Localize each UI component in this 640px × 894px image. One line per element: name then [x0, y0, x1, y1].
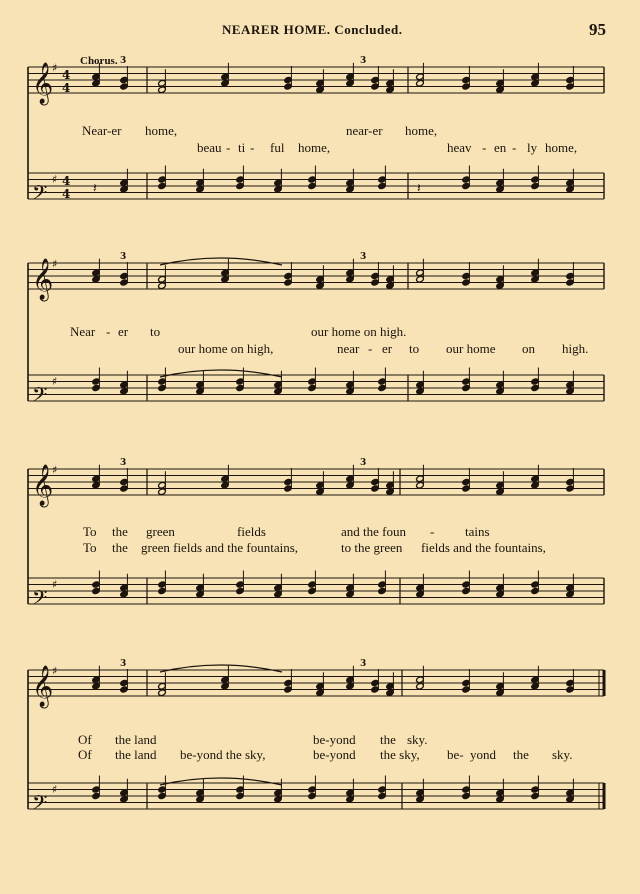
triplet-mark: 3 [360, 56, 367, 66]
lyric-s3-l2-w3: to the green [341, 540, 403, 555]
lyric-s4-l2-w1: the land [115, 747, 157, 762]
lyric-s1-l1-w0: Near-er [82, 123, 122, 138]
lyric-s2-l1-w0: Near [70, 324, 96, 339]
treble-clef: 𝄞 [32, 258, 54, 300]
slur [160, 370, 282, 377]
lyric-s3-l2-w0: To [83, 540, 97, 555]
bass-clef: 𝄢 [32, 180, 48, 209]
rest: 𝄽 [417, 181, 421, 197]
lyric-s2-l1-w1: - [106, 324, 111, 339]
key-signature-sharp: ♯ [52, 664, 58, 678]
lyric-s1-l2-w2: ti [238, 140, 246, 155]
lyric-s1-l2-w10: ly [527, 140, 538, 155]
slur [160, 778, 282, 785]
lyric-s2-l2-w6: on [522, 341, 535, 356]
key-signature-sharp: ♯ [52, 463, 58, 477]
lyric-s1-l2-w3: - [250, 140, 255, 155]
triplet-mark: 3 [120, 659, 127, 669]
time-signature-top: 4 [62, 174, 71, 188]
lyric-s2-l2-w1: near [337, 341, 360, 356]
lyric-s1-l2-w1: - [226, 140, 231, 155]
key-signature-sharp: ♯ [52, 374, 58, 388]
lyric-s2-l2-w3: er [382, 341, 393, 356]
lyric-s3-l2-w4: fields and the fountains, [421, 540, 546, 555]
lyric-s4-l2-w2: be-yond the sky, [180, 747, 266, 762]
rest: 𝄽 [93, 181, 97, 197]
key-signature-sharp: ♯ [52, 257, 58, 271]
lyric-s2-l2-w0: our home on high, [178, 341, 274, 356]
lyric-s2-l1-w4: our home on high. [311, 324, 407, 339]
lyric-s1-l1-w2: near-er [346, 123, 383, 138]
lyric-s1-l2-w8: en [494, 140, 507, 155]
bass-clef: 𝄢 [32, 790, 48, 819]
triplet-mark: 3 [120, 56, 127, 66]
lyric-s3-l2-w2: green fields and the fountains, [141, 540, 299, 555]
lyric-s1-l2-w11: home, [545, 140, 578, 155]
key-signature-sharp: ♯ [52, 61, 58, 75]
time-signature-bottom: 4 [62, 81, 71, 95]
lyric-s3-l1-w0: To [83, 524, 97, 539]
bass-clef: 𝄢 [32, 382, 48, 411]
lyric-s4-l1-w1: the land [115, 732, 157, 747]
lyric-s1-l2-w6: heav [447, 140, 472, 155]
lyric-s4-l2-w8: sky. [552, 747, 573, 762]
key-signature-sharp: ♯ [52, 172, 58, 186]
lyric-s4-l2-w6: yond [470, 747, 496, 762]
triplet-mark: 3 [360, 659, 367, 669]
triplet-mark: 3 [120, 458, 127, 468]
lyric-s3-l1-w4: and the foun [341, 524, 406, 539]
treble-clef: 𝄞 [32, 464, 54, 506]
lyric-s3-l1-w5: - [430, 524, 435, 539]
lyric-s1-l2-w4: ful [270, 140, 285, 155]
lyric-s1-l1-w3: home, [405, 123, 438, 138]
triplet-mark: 3 [360, 458, 367, 468]
lyric-s4-l1-w0: Of [78, 732, 92, 747]
triplet-mark: 3 [120, 252, 127, 262]
triplet-mark: 3 [360, 252, 367, 262]
lyric-s1-l2-w9: - [512, 140, 517, 155]
song-title: NEARER HOME. Concluded. [222, 22, 403, 37]
lyric-s1-l2-w5: home, [298, 140, 331, 155]
lyric-s2-l2-w5: our home [446, 341, 496, 356]
bass-clef: 𝄢 [32, 585, 48, 614]
lyric-s4-l2-w0: Of [78, 747, 92, 762]
lyric-s2-l2-w7: high. [562, 341, 589, 356]
lyric-s4-l2-w5: be- [447, 747, 464, 762]
lyric-s3-l1-w6: tains [465, 524, 490, 539]
lyric-s3-l2-w1: the [112, 540, 128, 555]
lyric-s1-l1-w1: home, [145, 123, 178, 138]
time-signature-top: 4 [62, 68, 71, 82]
time-signature-bottom: 4 [62, 187, 71, 201]
slur [160, 665, 282, 672]
lyric-s4-l2-w3: be-yond [313, 747, 356, 762]
page-number: 95 [589, 20, 606, 39]
lyric-s2-l1-w2: er [118, 324, 129, 339]
lyric-s3-l1-w2: green [146, 524, 175, 539]
lyric-s2-l2-w4: to [409, 341, 420, 356]
lyric-s4-l1-w4: sky. [407, 732, 428, 747]
key-signature-sharp: ♯ [52, 577, 58, 591]
chorus-label: Chorus. [80, 55, 118, 67]
lyric-s1-l2-w7: - [482, 140, 487, 155]
treble-clef: 𝄞 [32, 62, 54, 104]
treble-clef: 𝄞 [32, 665, 54, 707]
lyric-s4-l2-w7: the [513, 747, 529, 762]
lyric-s4-l2-w4: the sky, [380, 747, 420, 762]
key-signature-sharp: ♯ [52, 782, 58, 796]
lyric-s3-l1-w1: the [112, 524, 128, 539]
lyric-s1-l2-w0: beau [197, 140, 222, 155]
lyric-s4-l1-w2: be-yond [313, 732, 356, 747]
slur [160, 258, 282, 265]
lyric-s4-l1-w3: the [380, 732, 396, 747]
lyric-s2-l1-w3: to [150, 324, 161, 339]
lyric-s3-l1-w3: fields [237, 524, 266, 539]
lyric-s2-l2-w2: - [368, 341, 373, 356]
